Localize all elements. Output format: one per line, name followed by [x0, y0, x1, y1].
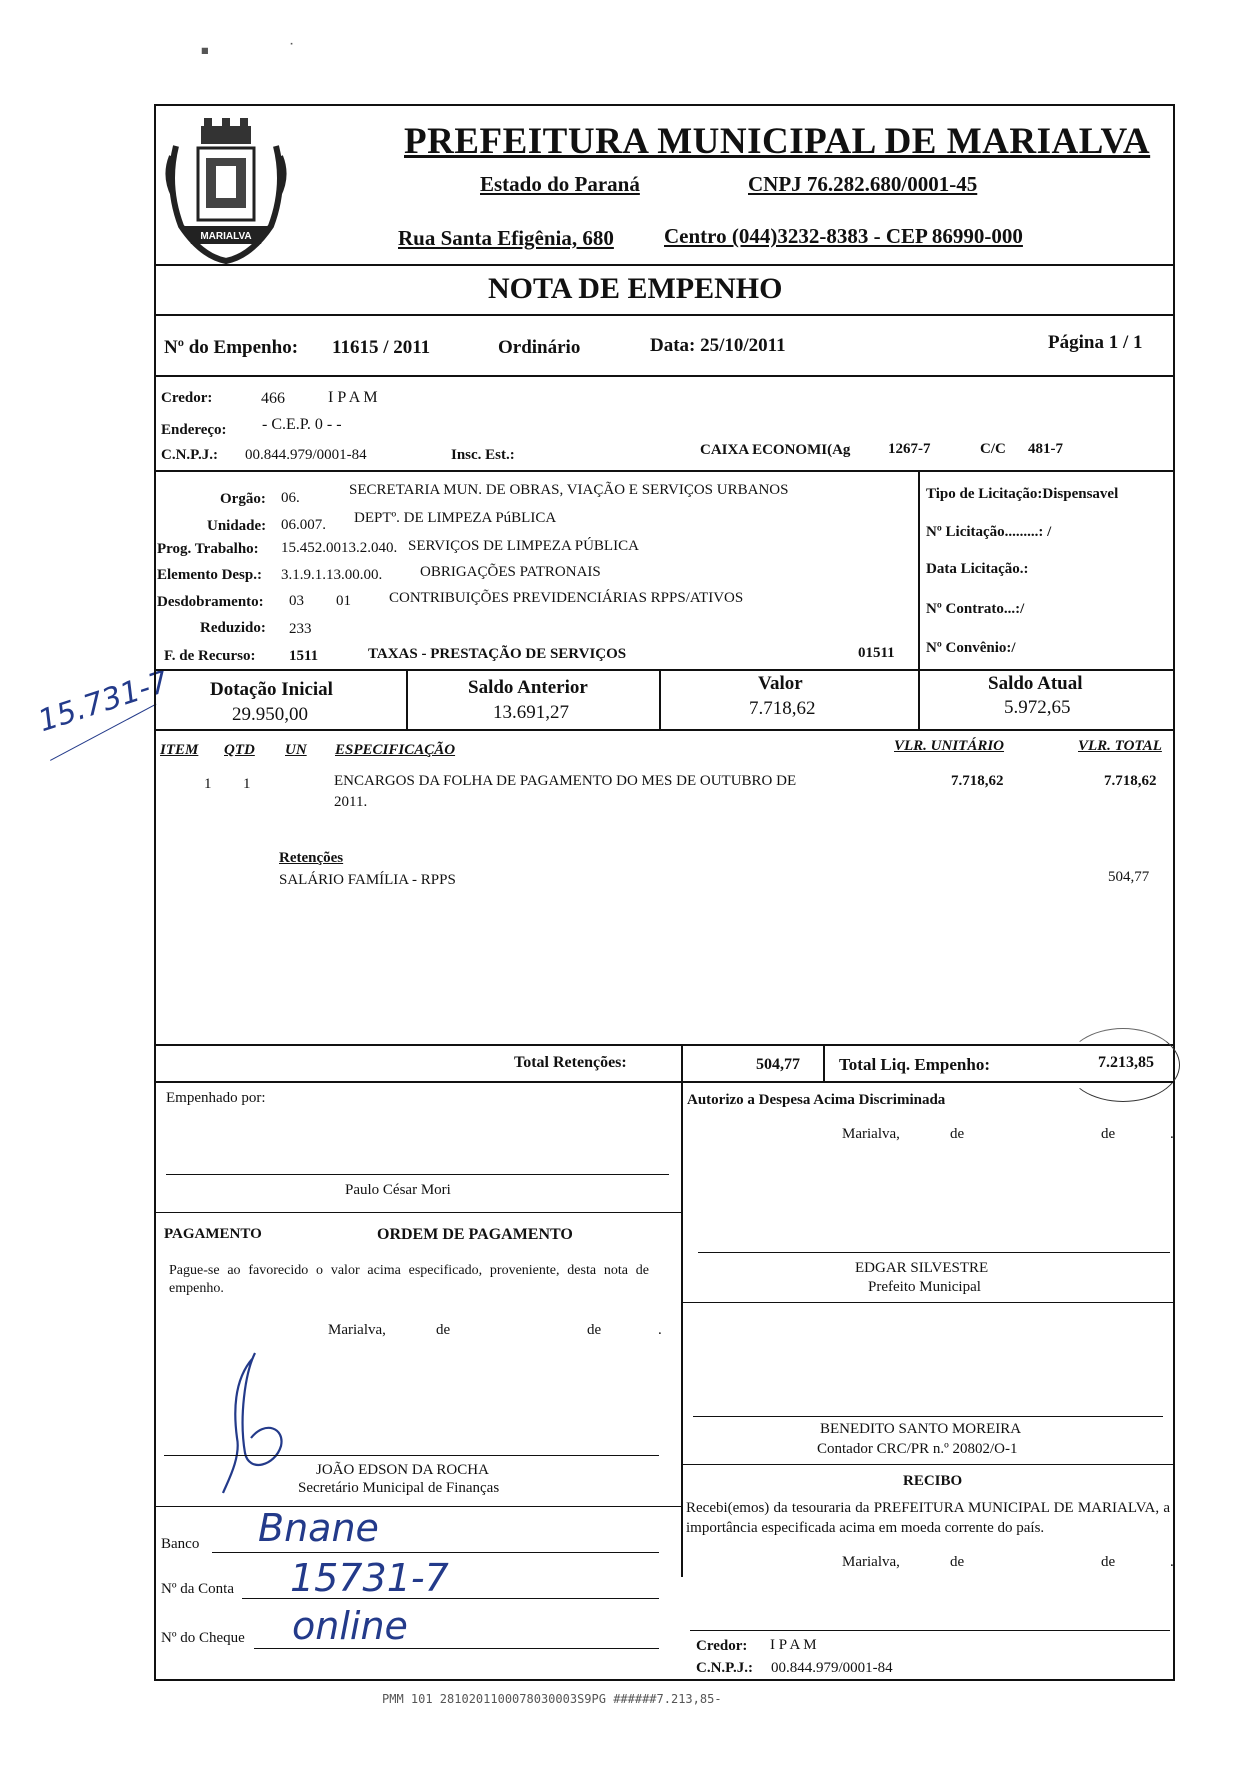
- desd-label: Desdobramento:: [157, 594, 264, 610]
- empenho-number-label: Nº do Empenho:: [164, 337, 299, 358]
- orgao-code: 06.: [281, 490, 300, 506]
- prog-code: 15.452.0013.2.040.: [281, 540, 398, 556]
- ordem-pagamento-label: ORDEM DE PAGAMENTO: [377, 1226, 573, 1243]
- dotacao-inicial-value: 29.950,00: [232, 704, 308, 725]
- dotacao-inicial-label: Dotação Inicial: [210, 679, 333, 700]
- col-unit: VLR. UNITÁRIO: [894, 738, 1005, 754]
- row-total-value: 7.718,62: [1104, 773, 1157, 789]
- page-number: Página 1 / 1: [1048, 332, 1143, 353]
- elem-name: OBRIGAÇÕES PATRONAIS: [420, 564, 601, 580]
- credor-code: 466: [261, 390, 285, 407]
- cnpj-label: C.N.P.J.:: [161, 447, 218, 463]
- total-liquido-value: 7.213,85: [1098, 1054, 1154, 1071]
- recibo-title: RECIBO: [903, 1473, 963, 1489]
- autorizo-city: Marialva,: [842, 1126, 900, 1142]
- conta-label: Nº da Conta: [161, 1581, 234, 1597]
- saldo-anterior-value: 13.691,27: [493, 702, 569, 723]
- credor-cnpj: 00.844.979/0001-84: [245, 447, 367, 463]
- retencoes-title: Retenções: [279, 850, 344, 866]
- conta-handwritten: 15731-7: [290, 1556, 449, 1600]
- recibo-cnpj: 00.844.979/0001-84: [771, 1660, 893, 1676]
- credor-name: I P A M: [328, 389, 378, 406]
- contador-name: BENEDITO SANTO MOREIRA: [820, 1421, 1022, 1437]
- valor-value: 7.718,62: [749, 698, 816, 719]
- pagamento-text: Pague-se ao favorecido o valor acima especificado, proveniente, desta nota de empenho.: [169, 1263, 649, 1296]
- empenhado-name: Paulo César Mori: [345, 1182, 451, 1198]
- unidade-code: 06.007.: [281, 517, 326, 533]
- cheque-handwritten: online: [292, 1604, 408, 1648]
- col-qtd: QTD: [224, 742, 255, 758]
- doc-title: NOTA DE EMPENHO: [488, 272, 783, 305]
- empenho-date: Data: 25/10/2011: [650, 335, 786, 356]
- autorizo-dot: .: [1170, 1126, 1174, 1142]
- bank-agency: 1267-7: [888, 441, 931, 457]
- secretario-title: Secretário Municipal de Finanças: [298, 1480, 500, 1496]
- prog-name: SERVIÇOS DE LIMPEZA PÚBLICA: [408, 538, 639, 554]
- pagamento-de-2: de: [587, 1322, 602, 1338]
- header-address: Rua Santa Efigênia, 680: [398, 226, 614, 250]
- secretario-name: JOÃO EDSON DA ROCHA: [316, 1462, 489, 1478]
- header-phone: Centro (044)3232-8383 - CEP 86990-000: [664, 224, 1023, 248]
- licitacao-data: Data Licitação.:: [926, 561, 1029, 577]
- unidade-name: DEPTº. DE LIMPEZA PúBLICA: [354, 510, 557, 526]
- col-spec: ESPECIFICAÇÃO: [335, 742, 456, 758]
- cheque-label: Nº do Cheque: [161, 1630, 245, 1646]
- col-un: UN: [285, 742, 307, 758]
- elem-code: 3.1.9.1.13.00.00.: [281, 567, 383, 583]
- recibo-city: Marialva,: [842, 1554, 900, 1570]
- retencao-name: SALÁRIO FAMÍLIA - RPPS: [279, 872, 456, 888]
- retencao-value: 504,77: [1108, 869, 1150, 885]
- credor-label: Credor:: [161, 390, 213, 406]
- recibo-de-1: de: [950, 1554, 965, 1570]
- prefeito-name: EDGAR SILVESTRE: [855, 1260, 989, 1276]
- total-liquido-label: Total Liq. Empenho:: [839, 1055, 990, 1074]
- orgao-name: SECRETARIA MUN. DE OBRAS, VIAÇÃO E SERVIÇOS URBANOS: [349, 482, 789, 498]
- pagamento-dot: .: [658, 1322, 662, 1338]
- reduzido-value: 233: [289, 621, 312, 637]
- recurso-number: 01511: [858, 645, 895, 661]
- page-title: PREFEITURA MUNICIPAL DE MARIALVA: [404, 121, 1151, 162]
- recibo-credor-label: Credor:: [696, 1638, 748, 1654]
- saldo-anterior-label: Saldo Anterior: [468, 677, 588, 698]
- recurso-code: 1511: [289, 648, 319, 664]
- col-total: VLR. TOTAL: [1078, 738, 1162, 754]
- pagamento-city: Marialva,: [328, 1322, 386, 1338]
- header-cnpj: CNPJ 76.282.680/0001-45: [748, 172, 978, 196]
- elem-label: Elemento Desp.:: [157, 567, 262, 583]
- total-retencoes-label: Total Retenções:: [514, 1054, 627, 1071]
- desd-a: 03: [289, 593, 304, 609]
- recibo-dot: .: [1170, 1554, 1174, 1570]
- recibo-credor-name: I P A M: [770, 1637, 817, 1653]
- row-unit-value: 7.718,62: [951, 773, 1004, 789]
- empenhado-label: Empenhado por:: [166, 1090, 266, 1106]
- licitacao-convenio: Nº Convênio:/: [926, 640, 1016, 656]
- recurso-name: TAXAS - PRESTAÇÃO DE SERVIÇOS: [368, 646, 627, 662]
- prog-label: Prog. Trabalho:: [157, 541, 259, 557]
- pagamento-label: PAGAMENTO: [164, 1226, 262, 1242]
- municipal-crest-icon: [156, 116, 296, 266]
- recurso-label: F. de Recurso:: [164, 648, 256, 664]
- total-retencoes-value: 504,77: [756, 1056, 800, 1073]
- unidade-label: Unidade:: [207, 518, 267, 534]
- recibo-text: Recebi(emos) da tesouraria da PREFEITURA MUNICIPAL DE MARIALVA, a importância especificada acima em moeda corrente do país.: [686, 1500, 1170, 1536]
- footer-code: PMM 101 2810201100078030003S9PG ######7.213,85-: [382, 1692, 722, 1706]
- row-spec: ENCARGOS DA FOLHA DE PAGAMENTO DO MES DE OUTUBRO DE: [334, 773, 797, 789]
- margin-note: 15.731-7: [34, 664, 174, 740]
- licitacao-numero: Nº Licitação.........: /: [926, 524, 1052, 540]
- licitacao-contrato: Nº Contrato...:/: [926, 601, 1025, 617]
- desd-name: CONTRIBUIÇÕES PREVIDENCIÁRIAS RPPS/ATIVOS: [389, 590, 744, 606]
- signature-secretario: [215, 1348, 305, 1496]
- valor-label: Valor: [758, 673, 803, 694]
- row-qtd: 1: [243, 776, 251, 792]
- contador-title: Contador CRC/PR n.º 20802/O-1: [817, 1441, 1018, 1457]
- crest-label: MARIALVA: [200, 231, 252, 242]
- row-spec-cont: 2011.: [334, 794, 368, 810]
- recibo-de-2: de: [1101, 1554, 1116, 1570]
- reduzido-label: Reduzido:: [200, 620, 266, 636]
- pagamento-de-1: de: [436, 1322, 451, 1338]
- credor-address: - C.E.P. 0 - -: [262, 416, 342, 433]
- saldo-atual-value: 5.972,65: [1004, 697, 1071, 718]
- insc-label: Insc. Est.:: [451, 447, 515, 463]
- autorizo-de-2: de: [1101, 1126, 1116, 1142]
- prefeito-title: Prefeito Municipal: [868, 1279, 981, 1295]
- bank-name: CAIXA ECONOMI(Ag: [700, 442, 851, 458]
- state-name: Estado do Paraná: [480, 172, 640, 196]
- empenho-number: 11615 / 2011: [332, 337, 431, 358]
- saldo-atual-label: Saldo Atual: [988, 673, 1083, 694]
- licitacao-tipo: Tipo de Licitação:Dispensavel: [926, 486, 1119, 502]
- row-item: 1: [204, 776, 212, 792]
- autorizo-de-1: de: [950, 1126, 965, 1142]
- empenho-type: Ordinário: [498, 337, 581, 358]
- recibo-cnpj-label: C.N.P.J.:: [696, 1660, 753, 1676]
- desd-b: 01: [336, 593, 351, 609]
- col-item: ITEM: [160, 742, 199, 758]
- banco-label: Banco: [161, 1536, 200, 1552]
- banco-handwritten: Bnane: [258, 1506, 379, 1550]
- address-label: Endereço:: [161, 422, 227, 438]
- cc-label: C/C: [980, 441, 1006, 457]
- handwritten-circle: [1066, 1028, 1180, 1102]
- autorizo-label: Autorizo a Despesa Acima Discriminada: [687, 1092, 946, 1108]
- cc-number: 481-7: [1028, 441, 1063, 457]
- orgao-label: Orgão:: [220, 491, 266, 507]
- scan-mark: ▪ ˙: [200, 40, 297, 59]
